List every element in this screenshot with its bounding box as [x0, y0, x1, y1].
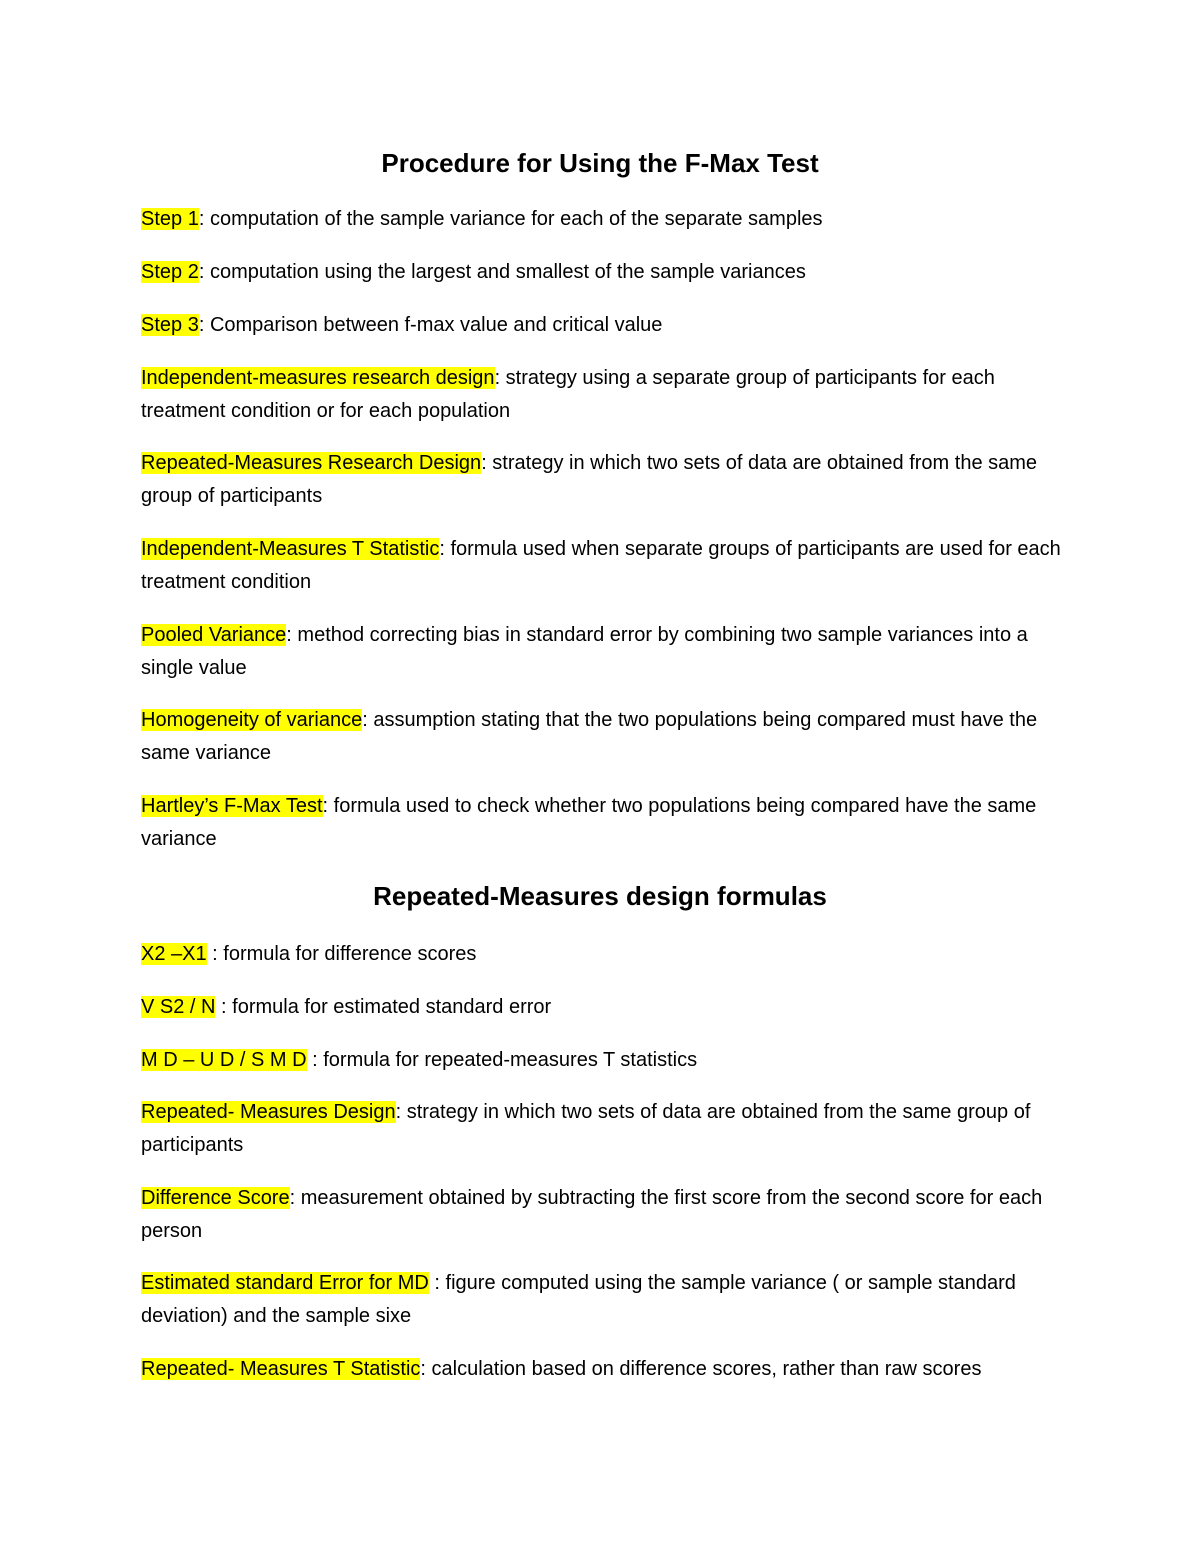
definition-text: : formula for estimated standard error	[215, 996, 552, 1018]
highlighted-term: Repeated-Measures Research Design	[141, 452, 482, 474]
definition-text: : formula used to check whether two populations being compared have the same variance	[141, 795, 1037, 850]
highlighted-term: Step 2	[141, 261, 199, 283]
definition-text: : assumption stating that the two populations being compared must have the same variance	[141, 709, 1038, 764]
definition-text: : measurement obtained by subtracting the first score from the second score for each person	[141, 1187, 1043, 1242]
definition-pooled-variance	[141, 619, 1061, 684]
definition-repeated-measures-t-statistic	[141, 1353, 1061, 1386]
highlighted-term: Independent-Measures T Statistic	[141, 538, 440, 560]
highlighted-term: Hartley’s F-Max Test	[141, 795, 323, 817]
formula-difference-scores	[141, 938, 1061, 971]
highlighted-term: Step 3	[141, 314, 199, 336]
highlighted-term: Difference Score	[141, 1187, 290, 1209]
definition-estimated-standard-error	[141, 1267, 1061, 1332]
definition-text: : formula for difference scores	[206, 943, 477, 965]
section-1-title: Procedure for Using the F-Max Test	[381, 148, 819, 178]
definition-text: : formula used when separate groups of participants are used for each treatment condition	[141, 538, 1061, 593]
highlighted-term: V S2 / N	[141, 996, 216, 1018]
definition-text: : calculation based on difference scores, rather than raw scores	[420, 1358, 982, 1380]
highlighted-term: Repeated- Measures T Statistic	[141, 1358, 421, 1380]
definition-text: : strategy using a separate group of participants for each treatment condition or for each population	[141, 367, 995, 422]
definition-text: : formula for repeated-measures T statistics	[306, 1049, 698, 1071]
definition-text: : Comparison between f-max value and critical value	[198, 314, 663, 336]
highlighted-term: Estimated standard Error for MD	[141, 1272, 429, 1294]
definition-text: : method correcting bias in standard error by combining two sample variances into a single value	[141, 624, 1028, 679]
definition-text: : computation using the largest and smallest of the sample variances	[198, 261, 806, 283]
definition-independent-measures-t	[141, 533, 1061, 598]
highlighted-term: Pooled Variance	[141, 624, 287, 646]
definition-independent-measures-design	[141, 362, 1061, 427]
definition-text: : strategy in which two sets of data are obtained from the same group of participants	[141, 1101, 1031, 1156]
definition-text: : strategy in which two sets of data are obtained from the same group of participants	[141, 452, 1038, 507]
definition-hartleys-fmax	[141, 790, 1061, 855]
formula-standard-error	[141, 991, 1061, 1024]
definition-repeated-measures-design	[141, 1096, 1061, 1161]
definition-text: : computation of the sample variance for each of the separate samples	[198, 208, 823, 230]
definition-difference-score	[141, 1182, 1061, 1247]
definition-text: : figure computed using the sample variance ( or sample standard deviation) and the sample sixe	[141, 1272, 1016, 1327]
highlighted-term: X2 –X1	[141, 943, 207, 965]
definition-step-3	[141, 309, 1061, 342]
formula-repeated-measures-t	[141, 1044, 1061, 1077]
definition-repeated-measures-research-design	[141, 447, 1061, 512]
highlighted-term: M D – U D / S M D	[141, 1049, 307, 1071]
definition-step-1	[141, 203, 1061, 236]
highlighted-term: Step 1	[141, 208, 199, 230]
highlighted-term: Repeated- Measures Design	[141, 1101, 396, 1123]
definition-homogeneity-of-variance	[141, 704, 1061, 769]
highlighted-term: Independent-measures research design	[141, 367, 495, 389]
section-2-title: Repeated-Measures design formulas	[373, 881, 827, 911]
highlighted-term: Homogeneity of variance	[141, 709, 363, 731]
definition-step-2	[141, 256, 1061, 289]
